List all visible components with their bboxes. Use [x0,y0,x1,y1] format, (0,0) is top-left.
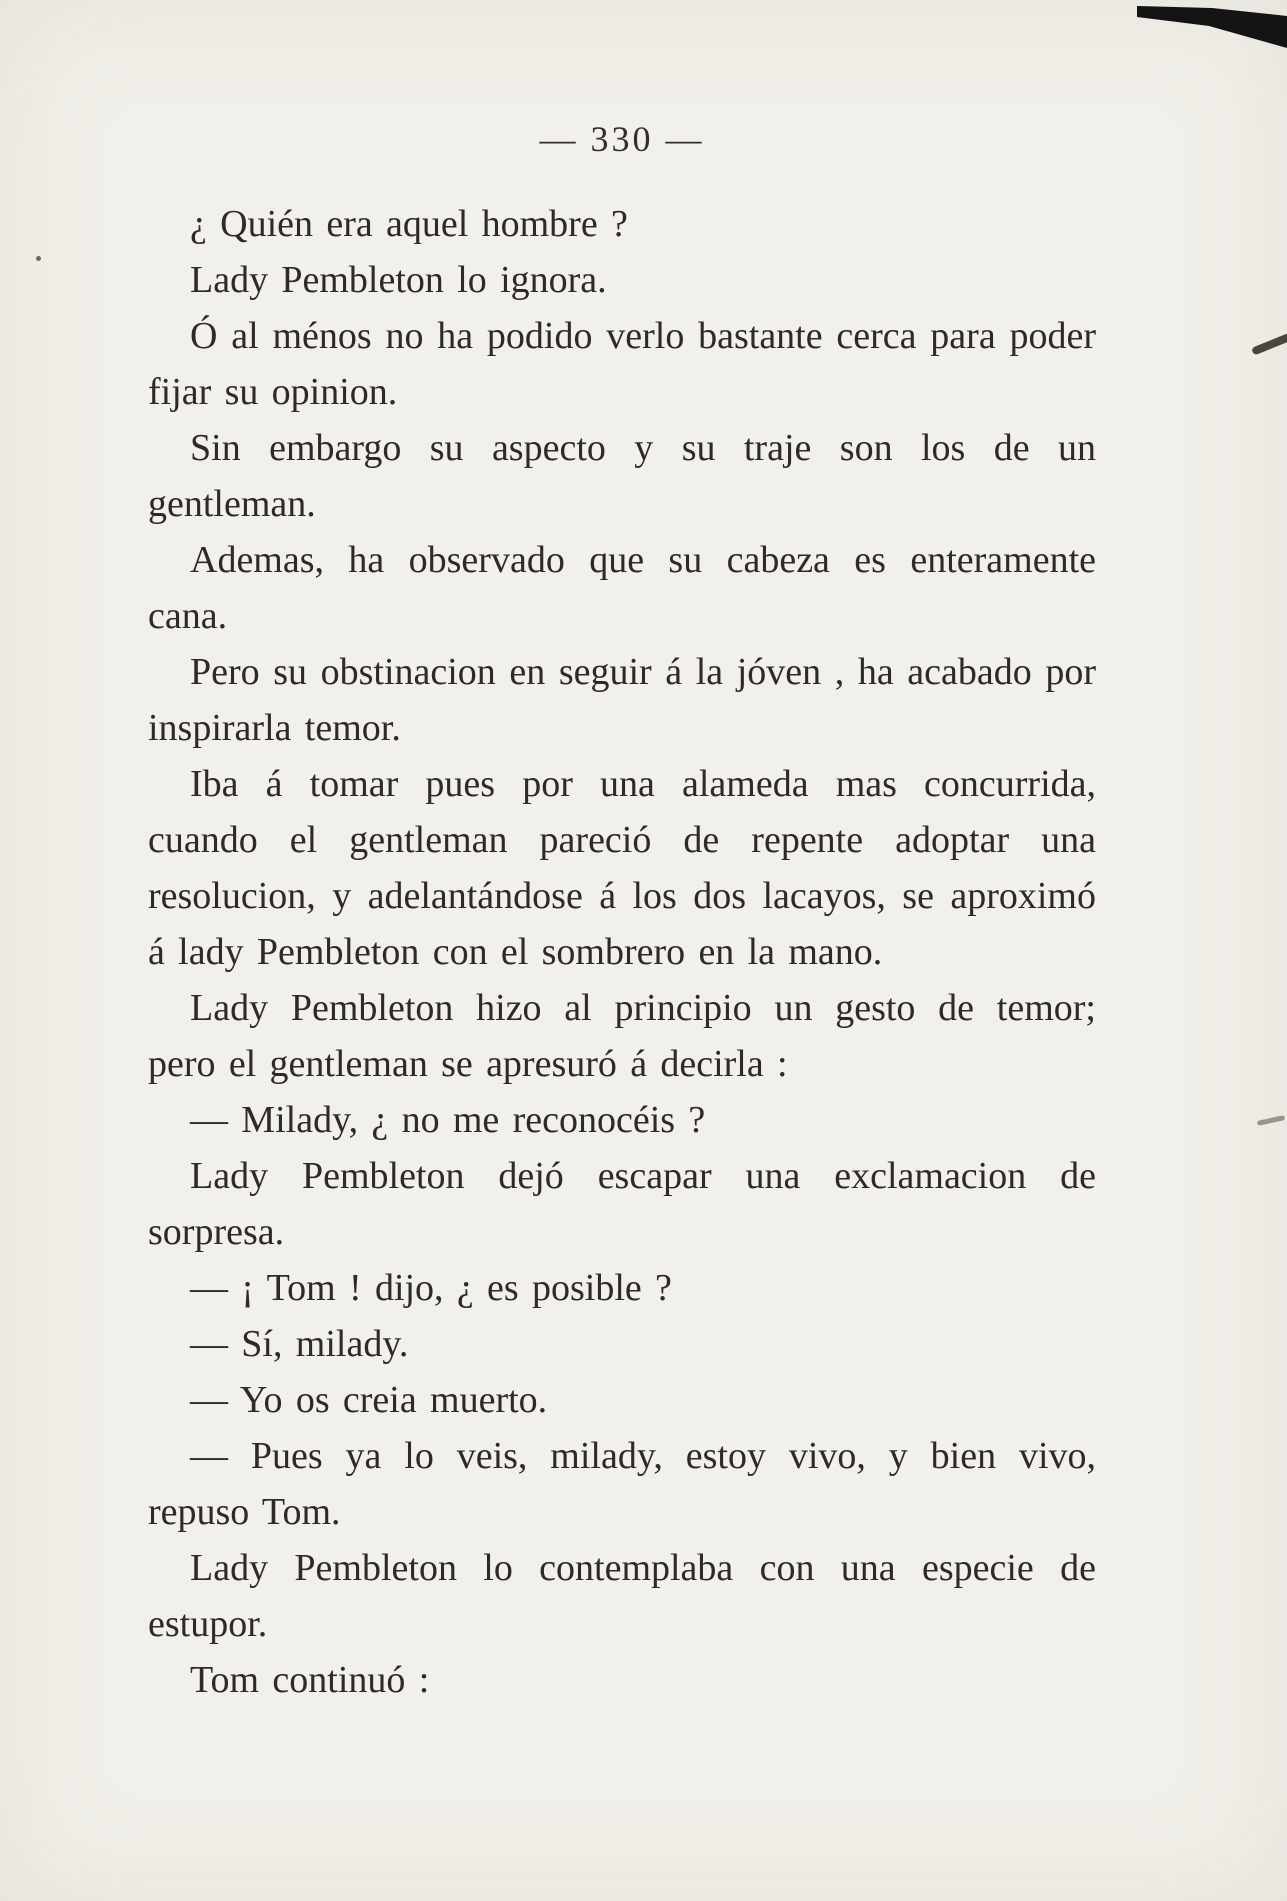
paragraph: — Sí, milady. [190,1323,409,1365]
paragraph: — Yo os creia muerto. [190,1379,548,1421]
paragraph: Lady Pembleton lo contemplaba con una especie de estupor. [148,1547,1096,1645]
paragraph: Ó al ménos no ha podido verlo bastante cerca para poder fijar su opinion. [148,315,1096,413]
paragraph: Ademas, ha observado que su cabeza es enteramente cana. [148,539,1096,637]
page-corner-fold-artifact [1137,0,1287,50]
scan-edge-mark [1251,332,1287,355]
paragraph: Tom continuó : [190,1659,430,1701]
paragraph: Lady Pembleton lo ignora. [190,259,607,301]
paragraph: — Milady, ¿ no me reconocéis ? [190,1099,706,1141]
page-number: — 330 — [539,119,705,159]
paragraph: Iba á tomar pues por una alameda mas concurrida, cuando el gentleman pareció de repente adoptar una resolucion, y adelantándose á los dos lacayos, se aproximó á lady Pembleton con el sombrero en la mano. [148,763,1096,973]
scan-edge-mark [1257,1115,1285,1126]
paragraph: — Pues ya lo veis, milady, estoy vivo, y bien vivo, repuso Tom. [148,1435,1096,1533]
paragraph: Pero su obstinacion en seguir á la jóven , ha acabado por inspirarla temor. [148,651,1096,749]
scan-speck [36,256,41,261]
paragraph: Lady Pembleton dejó escapar una exclamacion de sorpresa. [148,1155,1096,1253]
text-block [148,196,1096,1708]
paragraph: — ¡ Tom ! dijo, ¿ es posible ? [190,1267,672,1309]
paragraph: Lady Pembleton hizo al principio un gesto de temor; pero el gentleman se apresuró á decirla : [148,987,1096,1085]
paragraph: ¿ Quién era aquel hombre ? [190,203,628,245]
paragraph: Sin embargo su aspecto y su traje son los de un gentleman. [148,427,1096,525]
